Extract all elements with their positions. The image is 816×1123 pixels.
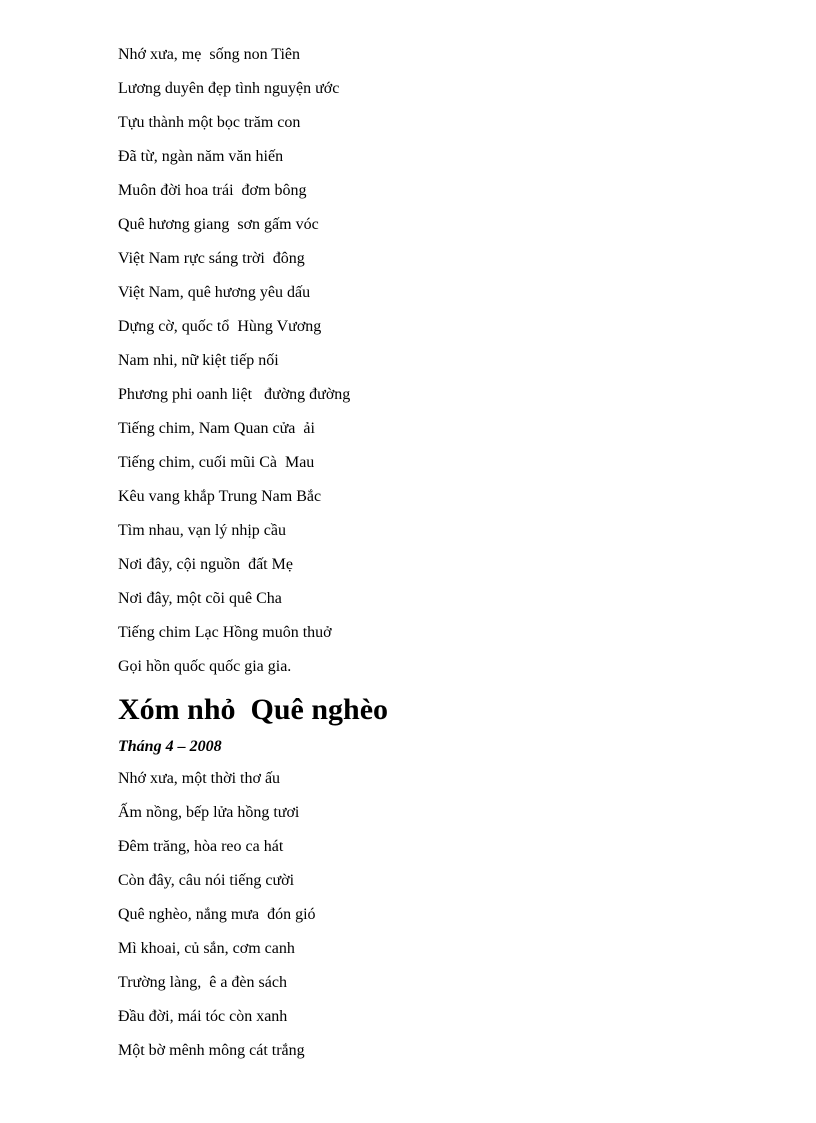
verse-line: Tiếng chim, Nam Quan cửa ải — [118, 420, 315, 437]
verse-line: Nơi đây, một cõi quê Cha — [118, 590, 282, 607]
verse-line: Lương duyên đẹp tình nguyện ước — [118, 80, 340, 97]
verse-line: Gọi hồn quốc quốc gia gia. — [118, 658, 292, 675]
verse-line: Tiếng chim, cuối mũi Cà Mau — [118, 454, 315, 471]
verse-line: Đầu đời, mái tóc còn xanh — [118, 1008, 288, 1025]
verse-line: Nam nhi, nữ kiệt tiếp nối — [118, 352, 279, 369]
verse-line: Trường làng, ê a đèn sách — [118, 974, 287, 991]
verse-line: Tựu thành một bọc trăm con — [118, 114, 301, 131]
verse-line: Quê nghèo, nắng mưa đón gió — [118, 906, 316, 923]
verse-line: Dựng cờ, quốc tổ Hùng Vương — [118, 318, 322, 335]
verse-line: Quê hương giang sơn gấm vóc — [118, 216, 319, 233]
verse-line: Phương phi oanh liệt đường đường — [118, 386, 351, 403]
verse-line: Nhớ xưa, một thời thơ ấu — [118, 770, 281, 787]
verse-line: Việt Nam, quê hương yêu dấu — [118, 284, 311, 301]
verse-line: Tiếng chim Lạc Hồng muôn thuở — [118, 624, 332, 641]
verse-line: Đã từ, ngàn năm văn hiến — [118, 148, 284, 165]
verse-line: Ấm nồng, bếp lửa hồng tươi — [118, 804, 300, 821]
verse-line: Kêu vang khắp Trung Nam Bắc — [118, 488, 322, 505]
verse-line: Nhớ xưa, mẹ sống non Tiên — [118, 46, 301, 63]
verse-line: Một bờ mênh mông cát trắng — [118, 1042, 305, 1059]
verse-line: Muôn đời hoa trái đơm bông — [118, 182, 307, 199]
verse-line: Còn đây, câu nói tiếng cười — [118, 872, 295, 889]
poem-date: Tháng 4 – 2008 — [118, 738, 222, 755]
poem-title: Xóm nhỏ Quê nghèo — [118, 693, 389, 726]
verse-line: Mì khoai, củ sắn, cơm canh — [118, 940, 295, 957]
poem-2 — [118, 688, 758, 1068]
verse-line: Việt Nam rực sáng trời đông — [118, 250, 305, 267]
verse-line: Nơi đây, cội nguồn đất Mẹ — [118, 556, 293, 573]
verse-line: Đêm trăng, hòa reo ca hát — [118, 838, 284, 855]
document-page — [118, 38, 758, 1068]
poem-1 — [118, 38, 758, 684]
verse-line: Tìm nhau, vạn lý nhịp cầu — [118, 522, 286, 539]
